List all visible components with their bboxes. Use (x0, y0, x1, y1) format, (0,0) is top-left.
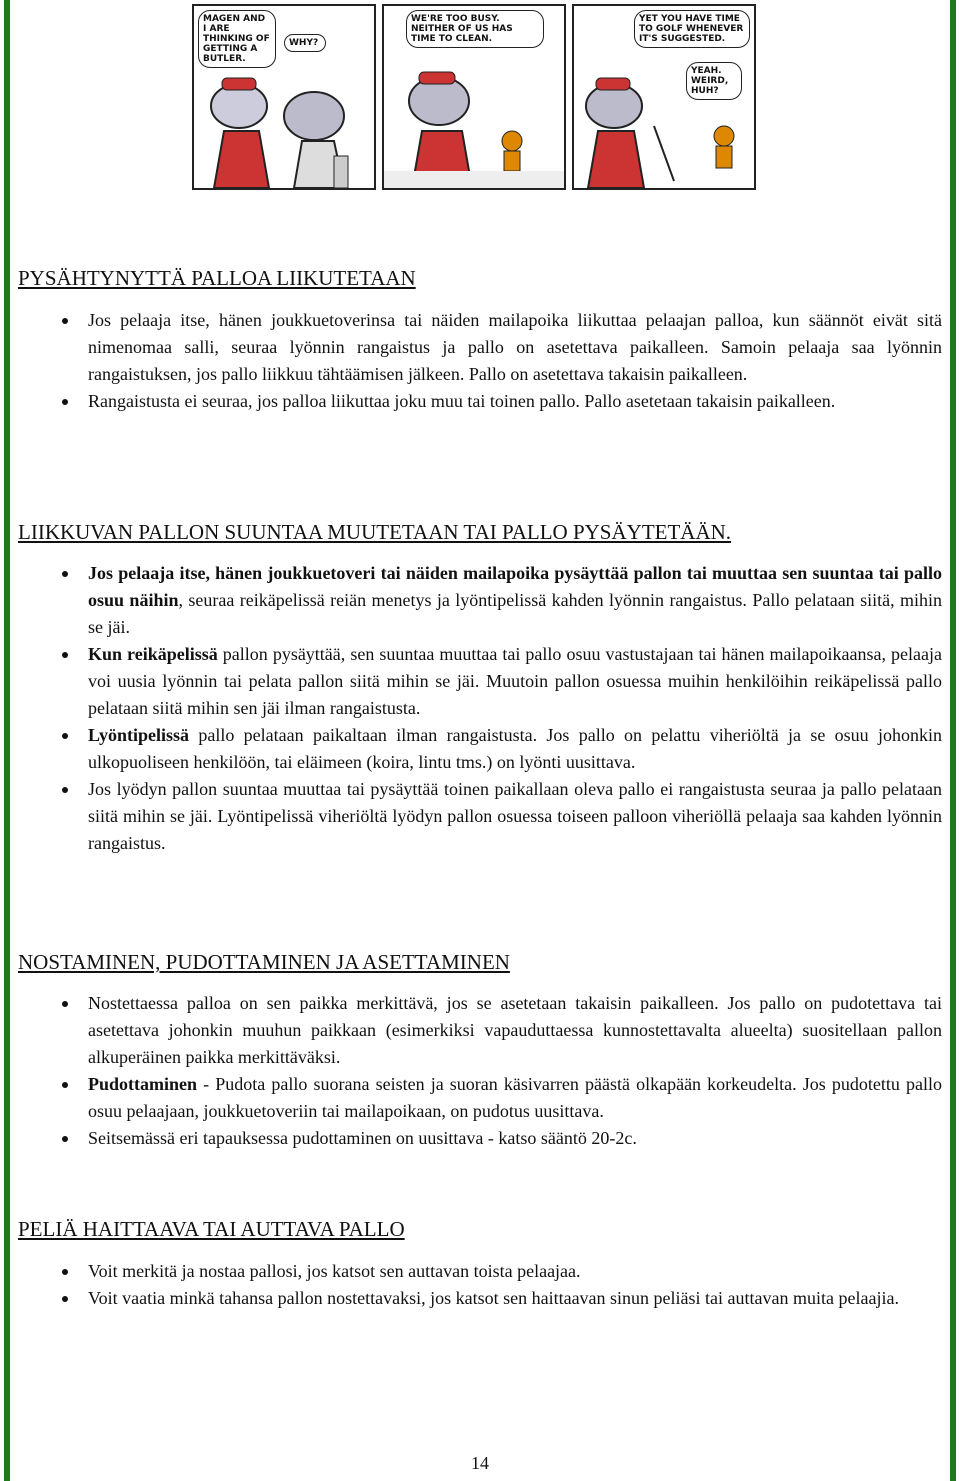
bold-text: Jos pelaaja itse, hänen joukkuetoveri tai näiden mailapoika pysäyttää pallon tai muuttaa sen suuntaa tai pallo osuu näihin (88, 563, 942, 610)
list-item: Seitsemässä eri tapauksessa pudottaminen on uusittava - katso sääntö 20-2c. (18, 1125, 942, 1152)
list-item: Jos lyödyn pallon suuntaa muuttaa tai pysäyttää toinen paikallaan oleva pallo ei rangaistusta seuraa ja pallo pelataan siitä mihin se jäi. Lyöntipelissä viheriöltä lyödyn pallon osuessa toiseen palloon viheriöllä pelaaja saa kahden lyönnin rangaistus. (18, 776, 942, 857)
list-item (18, 722, 942, 776)
bold-text: Lyöntipelissä (88, 725, 190, 745)
list-item: Jos pelaaja itse, hänen joukkuetoverinsa tai näiden mailapoika liikuttaa pelaajan palloa, kun säännöt eivät sitä nimenomaa salli, seuraa lyönnin rangaistus ja pallo on asetettava paikalleen. Samoin pelaaja saa lyönnin rangaistuksen, jos pallo liikkuu tähtäämisen jälkeen. Pallo on asetettava takaisin paikalleen. (18, 307, 942, 388)
list-item: Rangaistusta ei seuraa, jos palloa liikuttaa joku muu tai toinen pallo. Pallo asetetaan takaisin paikalleen. (18, 388, 942, 415)
text: pallo pelataan paikaltaan ilman rangaistusta. Jos pallo on pelattu viheriöltä ja se osuu johonkin ulkopuoliseen henkilöön, tai eläimeen (koira, lintu tms.) on lyönti uusittava. (88, 725, 942, 772)
section-heading: NOSTAMINEN, PUDOTTAMINEN JA ASETTAMINEN (18, 950, 510, 974)
bold-text: Pudottaminen (88, 1074, 198, 1094)
section-heading: LIIKKUVAN PALLON SUUNTAA MUUTETAAN TAI PALLO PYSÄYTETÄÄN. (18, 520, 732, 544)
bullet-list (18, 560, 942, 857)
text: - Pudota pallo suorana seisten ja suoran käsivarren päästä olkapään korkeudelta. Jos pudotettu pallo osuu pelaajaan, joukkuetoveriin tai mailapoikaan, on pudotus uusittava. (88, 1074, 942, 1121)
right-page-border (950, 0, 956, 1481)
page-number: 14 (471, 1453, 489, 1473)
comic-drawing (384, 6, 564, 188)
speech-bubble: YET YOU HAVE TIME TO GOLF WHENEVER IT'S SUGGESTED. (634, 10, 750, 48)
list-item: Voit vaatia minkä tahansa pallon nostettavaksi, jos katsot sen haittaavan sinun peliäsi tai auttavan muita pelaajia. (18, 1285, 942, 1312)
comic-drawing (194, 6, 374, 188)
list-item (18, 1071, 942, 1125)
left-page-border (4, 0, 10, 1481)
bullet-list (18, 990, 942, 1152)
section-heading: PELIÄ HAITTAAVA TAI AUTTAVA PALLO (18, 1217, 405, 1241)
text: , seuraa reikäpelissä reiän menetys ja lyöntipelissä kahden lyönnin rangaistus. Pallo pelataan siitä, mihin se jäi. (88, 590, 942, 637)
section-heading: PYSÄHTYNYTTÄ PALLOA LIIKUTETAAN (18, 266, 416, 290)
speech-bubble: MAGEN AND I ARE THINKING OF GETTING A BUTLER. (198, 10, 276, 68)
comic-panel-1 (192, 4, 376, 190)
bullet-list (18, 307, 942, 415)
comic-strip (192, 4, 756, 190)
list-item: Nostettaessa palloa on sen paikka merkittävä, jos se asetetaan takaisin paikalleen. Jos pallo on pudotettava tai asetettava johonkin muuhun paikkaan (esimerkiksi vapauduttaessa kunnostettavalta alueelta) suositellaan pallon alkuperäinen paikka merkittäväksi. (18, 990, 942, 1071)
speech-bubble: WHY? (284, 34, 326, 52)
list-item: Voit merkitä ja nostaa pallosi, jos katsot sen auttavan toista pelaajaa. (18, 1258, 942, 1285)
speech-bubble: WE'RE TOO BUSY. NEITHER OF US HAS TIME TO CLEAN. (406, 10, 544, 48)
bold-text: Kun reikäpelissä (88, 644, 218, 664)
comic-panel-3 (572, 4, 756, 190)
bullet-list (18, 1258, 942, 1312)
text: pallon pysäyttää, sen suuntaa muuttaa tai pallo osuu vastustajaan tai hänen mailapoikaansa, pelaaja voi uusia lyönnin tai pelata pallon siitä mihin se jäi. Muutoin pallon osuessa muihin henkilöihin reikäpelissä pallo pelataan siitä mihin sen jäi ilman rangaistusta. (88, 644, 942, 718)
list-item (18, 560, 942, 641)
list-item (18, 641, 942, 722)
comic-panel-2 (382, 4, 566, 190)
comic-drawing (574, 6, 754, 188)
speech-bubble: YEAH. WEIRD, HUH? (686, 62, 742, 100)
